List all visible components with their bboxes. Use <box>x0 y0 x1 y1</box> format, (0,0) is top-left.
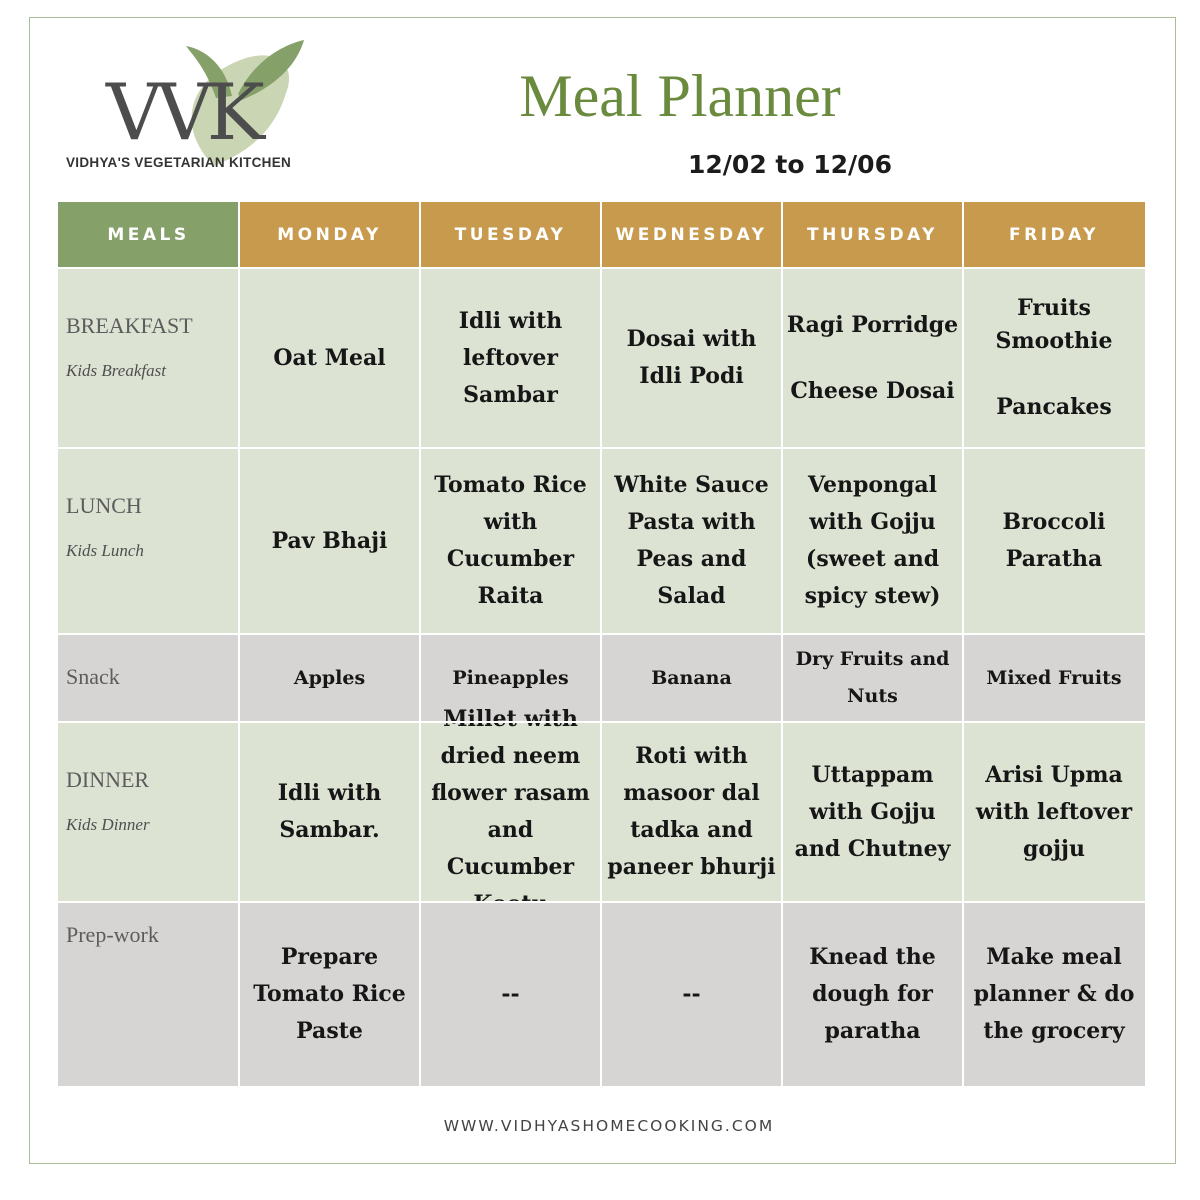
column-divider <box>238 202 240 1086</box>
meal-cell: Oat Meal <box>239 268 420 448</box>
meal-cell: White Sauce Pasta with Peas and Salad <box>601 448 782 634</box>
meal-cell: Ragi Porridge Cheese Dosai <box>782 268 963 448</box>
row-divider <box>58 267 1145 269</box>
column-divider <box>962 202 964 1086</box>
date-range: 12/02 to 12/06 <box>688 150 892 179</box>
meal-sublabel: Kids Breakfast <box>66 361 166 381</box>
row-label-breakfast <box>58 268 239 448</box>
row-divider <box>58 901 1145 903</box>
column-divider <box>600 202 602 1086</box>
meal-cell: Arisi Upma with leftover gojju <box>963 722 1145 902</box>
logo-text: VIDHYA'S VEGETARIAN KITCHEN <box>66 155 292 170</box>
website-url[interactable]: WWW.VIDHYASHOMECOOKING.COM <box>443 1117 775 1135</box>
header-meals: MEALS <box>58 202 239 268</box>
meal-label: LUNCH <box>66 493 142 518</box>
page-title: Meal Planner <box>519 63 841 129</box>
meal-cell: Dosai with Idli Podi <box>601 268 782 448</box>
row-label-dinner <box>58 722 239 902</box>
column-divider <box>419 202 421 1086</box>
meal-cell: Make meal planner & do the grocery <box>963 902 1145 1086</box>
logo-mark: VVK <box>106 68 259 158</box>
meal-cell: Fruits Smoothie Pancakes <box>963 268 1145 448</box>
meal-cell: -- <box>420 902 601 1086</box>
meal-cell: -- <box>601 902 782 1086</box>
meal-cell: Pineapples <box>420 634 601 722</box>
meal-label: Snack <box>66 664 120 689</box>
meal-cell: Idli with leftover Sambar <box>420 268 601 448</box>
meal-planner-table <box>58 202 1145 1086</box>
header-thursday: THURSDAY <box>782 202 963 268</box>
row-label-lunch <box>58 448 239 634</box>
meal-cell: Apples <box>239 634 420 722</box>
header-tuesday: TUESDAY <box>420 202 601 268</box>
row-divider <box>58 633 1145 635</box>
meal-cell: Banana <box>601 634 782 722</box>
meal-cell: Pav Bhaji <box>239 448 420 634</box>
meal-label: DINNER <box>66 767 150 792</box>
meal-sublabel: Kids Lunch <box>66 541 144 561</box>
header-monday: MONDAY <box>239 202 420 268</box>
meal-cell: Broccoli Paratha <box>963 448 1145 634</box>
header-wednesday: WEDNESDAY <box>601 202 782 268</box>
meal-cell: Tomato Rice with Cucumber Raita <box>420 448 601 634</box>
column-divider <box>781 202 783 1086</box>
row-divider <box>58 721 1145 723</box>
meal-cell: Uttappam with Gojju and Chutney <box>782 722 963 902</box>
meal-cell: Prepare Tomato Rice Paste <box>239 902 420 1086</box>
meal-cell: Knead the dough for paratha <box>782 902 963 1086</box>
brand-logo <box>66 38 316 178</box>
meal-cell: Roti with masoor dal tadka and paneer bhurji <box>601 722 782 902</box>
meal-cell: Mixed Fruits <box>963 634 1145 722</box>
meal-label: BREAKFAST <box>66 313 193 338</box>
row-divider <box>58 447 1145 449</box>
header-friday: FRIDAY <box>963 202 1145 268</box>
meal-cell: Idli with Sambar. <box>239 722 420 902</box>
meal-label: Prep-work <box>66 922 159 947</box>
row-label-snack <box>58 634 239 722</box>
row-label-prep-work <box>58 902 239 1086</box>
meal-cell: dried neem flower rasam and Cucumber <box>420 722 601 902</box>
meal-cell: Venpongal with Gojju (sweet and spicy stew) <box>782 448 963 634</box>
meal-cell: Dry Fruits and Nuts <box>782 634 963 722</box>
meal-sublabel: Kids Dinner <box>66 815 150 835</box>
